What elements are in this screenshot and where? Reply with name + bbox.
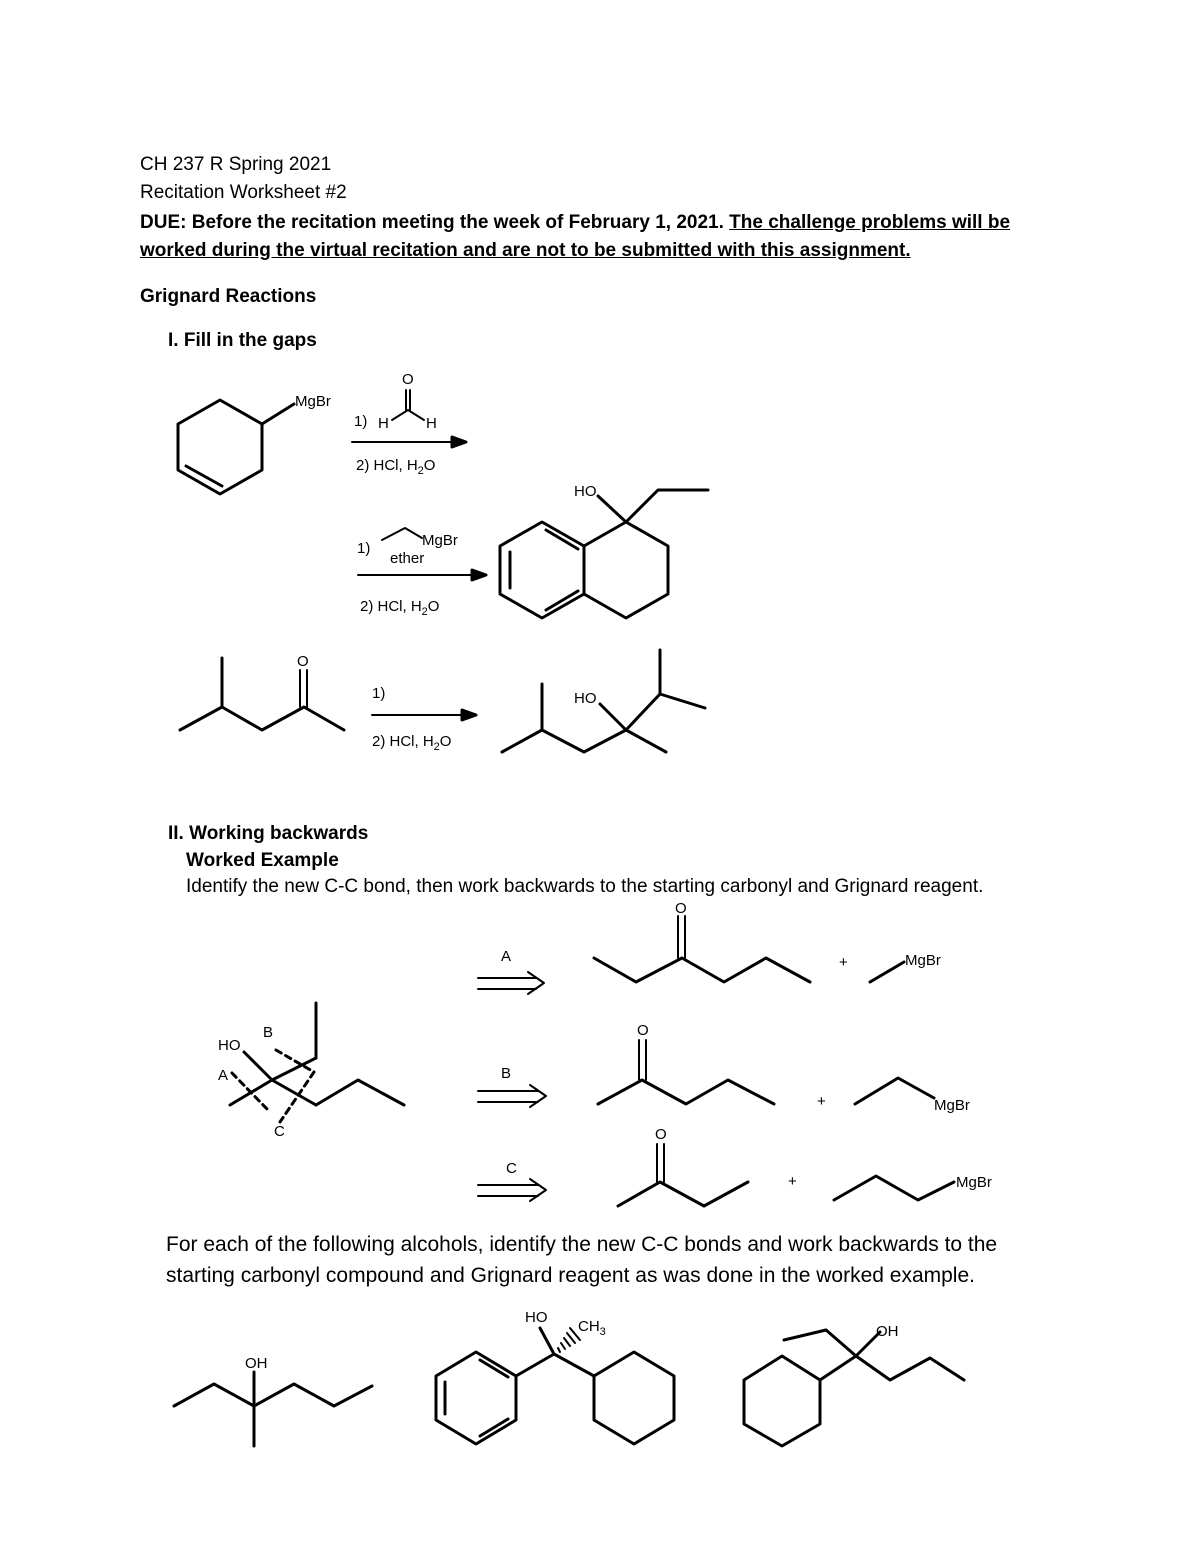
task-line-1: For each of the following alcohols, identify the new C-C bonds and work backwards to the [166, 1233, 998, 1256]
route-b-label: B [501, 1065, 512, 1082]
route-a-label: A [501, 948, 512, 965]
reagent-label: MgBr [422, 532, 458, 549]
solvent-label: ether [390, 550, 425, 567]
formaldehyde [354, 371, 437, 432]
route-c-plus: + [788, 1173, 797, 1190]
route-b-o: O [637, 1022, 649, 1039]
h-left: H [378, 415, 389, 432]
example-instruction: Identify the new C-C bond, then work backwards to the starting carbonyl and Grignard reagent. [186, 876, 984, 897]
step2-label-3: 2) HCl, $H_2O$ [372, 733, 452, 753]
cut-label-c: C [274, 1123, 285, 1140]
step1-label-2: 1) [357, 540, 371, 557]
methyl-isobutyl-ketone [180, 653, 344, 730]
example-heading: Worked Example [186, 850, 339, 871]
section-title: Grignard Reactions [140, 286, 317, 307]
alcohol-3 [744, 1323, 964, 1446]
mgbr-label: MgBr [295, 393, 331, 410]
part1-heading: I. Fill in the gaps [168, 330, 317, 351]
route-c [478, 1126, 992, 1206]
step1-label: 1) [354, 413, 368, 430]
alcohol-3-oh: OH [876, 1323, 899, 1340]
worksheet-title: Recitation Worksheet #2 [140, 182, 347, 203]
product-oh: HO [574, 483, 597, 500]
product-oh-3: HO [574, 690, 597, 707]
course-title: CH 237 R Spring 2021 [140, 154, 332, 175]
tertiary-alcohol-product [502, 650, 705, 752]
alcohol-2-oh: HO [525, 1309, 548, 1326]
carbonyl-o: O [402, 371, 414, 388]
route-b-reagent: MgBr [934, 1097, 970, 1114]
example-oh: HO [218, 1037, 241, 1054]
alcohol-2 [436, 1309, 674, 1444]
alcohol-1 [174, 1355, 372, 1446]
route-c-reagent: MgBr [956, 1174, 992, 1191]
step2-label-2: 2) HCl, $H_2O$ [360, 598, 440, 618]
arrow-1 [352, 437, 466, 447]
cut-label-b: B [263, 1024, 274, 1041]
challenge-note-1: The challenge problems will be [729, 212, 1011, 233]
route-c-label: C [506, 1160, 517, 1177]
part2-heading: II. Working backwards [168, 823, 369, 844]
route-a [478, 900, 941, 994]
alcohol-2-ch3: $CH_3$ [578, 1318, 606, 1338]
route-c-o: O [655, 1126, 667, 1143]
route-b [478, 1022, 970, 1114]
ethyl-mgbr-reagent [357, 528, 458, 567]
cut-label-a: A [218, 1067, 229, 1084]
step1-label-3: 1) [372, 685, 386, 702]
h-right: H [426, 415, 437, 432]
route-a-reagent: MgBr [905, 952, 941, 969]
due-text: DUE: Before the recitation meeting the week of February 1, 2021. [140, 212, 724, 233]
alcohol-1-oh: OH [245, 1355, 268, 1372]
carbonyl-o-3: O [297, 653, 309, 670]
route-a-plus: + [839, 954, 848, 971]
task-line-2: starting carbonyl compound and Grignard reagent as was done in the worked example. [166, 1264, 975, 1287]
arrow-2 [358, 570, 486, 580]
step2-label: 2) HCl, $H_2O$ [356, 457, 436, 477]
route-b-plus: + [817, 1093, 826, 1110]
arrow-3 [372, 710, 476, 720]
tetralol-product [500, 483, 708, 618]
challenge-note-2: worked during the virtual recitation and are not to be submitted with this assignment. [140, 240, 911, 261]
cyclohexenyl-mgbr [178, 393, 331, 494]
route-a-o: O [675, 900, 687, 917]
example-alcohol [218, 1003, 404, 1140]
